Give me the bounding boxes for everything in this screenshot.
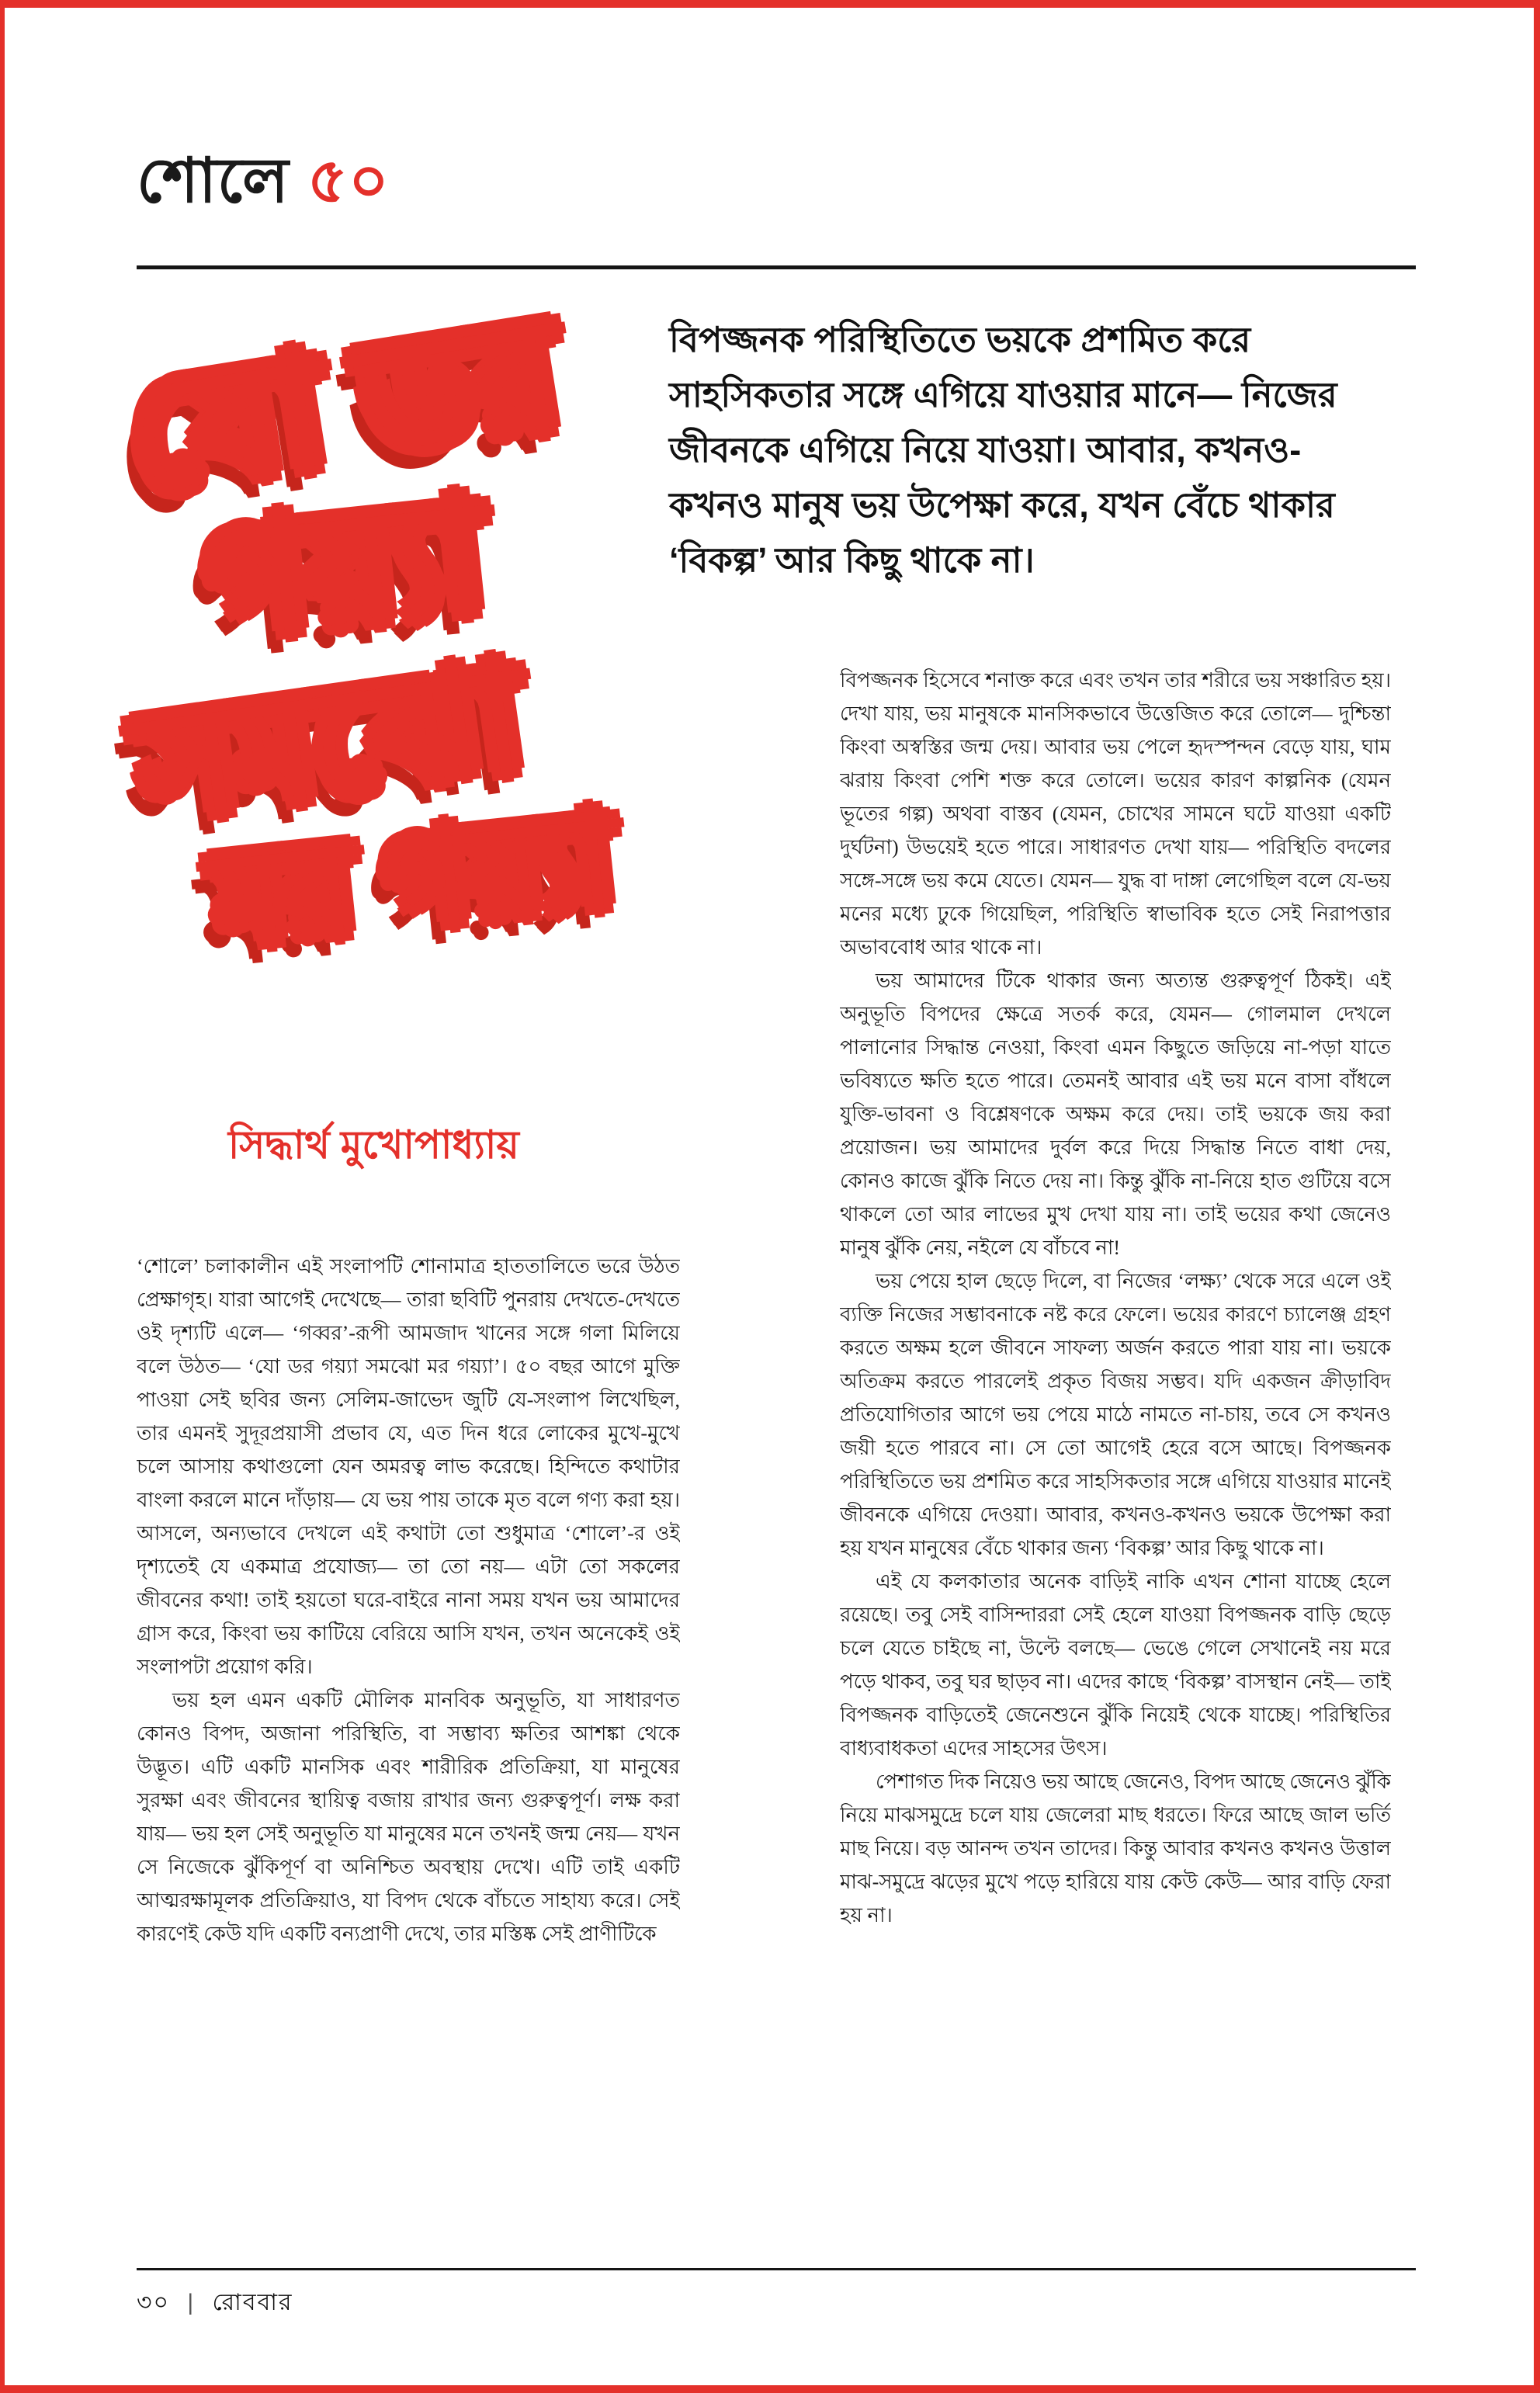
footer [137,2284,293,2323]
masthead [137,144,390,218]
publication-name: রোববার [212,2290,293,2315]
logo-line-1: যো ডর [118,288,569,523]
article-column-left [137,1250,680,2259]
paragraph: বিপজ্জনক হিসেবে শনাক্ত করে এবং তখন তার শরীরে ভয় সঞ্চারিত হয়। দেখা যায়, ভয় মানুষকে মানসিকভাবে উত্তেজিত করে তোলে— দুশ্চিন্তা কিংবা অস্বস্তির জন্ম দেয়। আবার ভয় পেলে হৃদস্পন্দন বেড়ে যায়, ঘাম ঝরায় কিংবা পেশি শক্ত করে তোলে। ভয়ের কারণ কাল্পনিক (যেমন ভূতের গল্প) অথবা বাস্তব (যেমন, চোখের সামনে ঘটে যাওয়া একটি দুর্ঘটনা) উভয়েই হতে পারে। সাধারণত দেখা যায়— পরিস্থিতি বদলের সঙ্গে-সঙ্গে ভয় কমে যেতে। যেমন— যুদ্ধ বা দাঙ্গা লেগেছিল বলে যে-ভয় মনের মধ্যে ঢুকে গিয়েছিল, পরিস্থিতি স্বাভাবিক হতে সেই নিরাপত্তার অভাববোধ আর থাকে না। [840,669,1391,959]
footer-rule [137,2268,1416,2270]
logo-line-3: সমঝো [130,636,531,849]
paragraph: ভয় হল এমন একটি মৌলিক মানবিক অনুভূতি, যা সাধারণত কোনও বিপদ, অজানা পরিস্থিতি, বা সম্ভাব্য ক্ষতির আশঙ্কা থেকে উদ্ভূত। এটি একটি মানসিক এবং শারীরিক প্রতিক্রিয়া, যা মানুষের সুরক্ষা এবং জীবনের স্থায়িত্ব বজায় রাখার জন্য গুরুত্বপূর্ণ। লক্ষ করা যায়— ভয় হল সেই অনুভূতি যা মানুষের মনে তখনই জন্ম নেয়— যখন সে নিজেকে ঝুঁকিপূর্ণ বা অনিশ্চিত অবস্থায় দেখে। এটি তাই একটি আত্মরক্ষামূলক প্রতিক্রিয়াও, যা বিপদ থেকে বাঁচতে সাহায্য করে। সেই কারণেই কেউ যদি একটি বন্যপ্রাণী দেখে, তার মস্তিষ্ক সেই প্রাণীটিকে [137,1689,680,1945]
header-rule [137,265,1416,269]
paragraph: ভয় পেয়ে হাল ছেড়ে দিলে, বা নিজের ‘লক্ষ্য’ থেকে সরে এলে ওই ব্যক্তি নিজের সম্ভাবনাকে নষ্ট করে ফেলে। ভয়ের কারণে চ্যালেঞ্জ গ্রহণ করতে অক্ষম হলে জীবনে সাফল্য অর্জন করতে পারা যায় না। ভয়কে অতিক্রম করতে পারলেই প্রকৃত বিজয় সম্ভব। যদি একজন ক্রীড়াবিদ প্রতিযোগিতার আগে ভয় পেয়ে মাঠে নামতে না-চায়, তবে সে কখনও জয়ী হতে পারবে না। সে তো আগেই হেরে বসে আছে। বিপজ্জনক পরিস্থিতিতে ভয় প্রশমিত করে সাহসিকতার সঙ্গে এগিয়ে যাওয়ার মানেই জীবনকে এগিয়ে দেওয়া। আবার, কখনও-কখনও ভয়কে উপেক্ষা করা হয় যখন মানুষের বেঁচে থাকার জন্য ‘বিকল্প’ আর কিছু থাকে না। [840,1270,1391,1559]
article-column-right [840,664,1391,2251]
author-byline: সিদ্ধার্থ মুখোপাধ্যায় [228,1123,519,1167]
standfirst: বিপজ্জনক পরিস্থিতিতে ভয়কে প্রশমিত করে সাহসিকতার সঙ্গে এগিয়ে যাওয়ার মানে— নিজের জীবনকে এগিয়ে নিয়ে যাওয়া। আবার, কখনও-কখনও মানুষ ভয় উপেক্ষা করে, যখন বেঁচে থাকার ‘বিকল্প’ আর কিছু থাকে না। [669,320,1337,580]
page-number: ৩০ [137,2290,171,2315]
logo-line-2: গয়্যা [199,470,492,668]
footer-separator: | [187,2290,196,2315]
paragraph: ভয় আমাদের টিকে থাকার জন্য অত্যন্ত গুরুত্বপূর্ণ ঠিকই। এই অনুভূতি বিপদের ক্ষেত্রে সতর্ক করে, যেমন— গোলমাল দেখলে পালানোর সিদ্ধান্ত নেওয়া, কিংবা এমন কিছুতে জড়িয়ে না-পড়া যাতে ভবিষ্যতে ক্ষতি হতে পারে। তেমনই আবার এই ভয় মনে বাসা বাঁধলে যুক্তি-ভাবনা ও বিশ্লেষণকে অক্ষম করে দেয়। তাই ভয়কে জয় করা প্রয়োজন। ভয় আমাদের দুর্বল করে দিয়ে সিদ্ধান্ত নিতে বাধা দেয়, কোনও কাজে ঝুঁকি নিতে দেয় না। কিন্তু ঝুঁকি না-নিয়ে হাত গুটিয়ে বসে থাকলে তো আর লাভের মুখ দেখা যায় না। তাই ভয়ের কথা জেনেও মানুষ ঝুঁকি নেয়, নইলে যে বাঁচবে না! [840,969,1391,1259]
paragraph: পেশাগত দিক নিয়েও ভয় আছে জেনেও, বিপদ আছে জেনেও ঝুঁকি নিয়ে মাঝসমুদ্রে চলে যায় জেলেরা মাছ ধরতে। ফিরে আছে জাল ভর্তি মাছ নিয়ে। বড় আনন্দ তখন তাদের। কিন্তু আবার কখনও কখনও উত্তাল মাঝ-সমুদ্রে ঝড়ের মুখে পড়ে হারিয়ে যায় কেউ কেউ— আর বাড়ি ফেরা হয় না। [840,1770,1391,1927]
masthead-title: শোলে [137,146,290,215]
paragraph: এই যে কলকাতার অনেক বাড়িই নাকি এখন শোনা যাচ্ছে হেলে রয়েছে। তবু সেই বাসিন্দাররা সেই হেলে যাওয়া বিপজ্জনক বাড়ি ছেড়ে চলে যেতে চাইছে না, উল্টে বলছে— ভেঙে গেলে সেখানেই নয় মরে পড়ে থাকব, তবু ঘর ছাড়ব না। এদের কাছে ‘বিকল্প’ বাসস্থান নেই— তাই বিপজ্জনক বাড়িতেই জেনেশুনে ঝুঁকি নিয়েই থেকে যাচ্ছে। পরিস্থিতির বাধ্যবাধকতা এদের সাহসের উৎস। [840,1570,1391,1760]
paragraph: ‘শোলে’ চলাকালীন এই সংলাপটি শোনামাত্র হাততালিতে ভরে উঠত প্রেক্ষাগৃহ। যারা আগেই দেখেছে— তারা ছবিটি পুনরায় দেখতে-দেখতে ওই দৃশ্যটি এলে— ‘গব্বর’-রূপী আমজাদ খানের সঙ্গে গলা মিলিয়ে বলে উঠত— ‘যো ডর গয়্যা সমঝো মর গয়্যা’। ৫০ বছর আগে মুক্তি পাওয়া সেই ছবির জন্য সেলিম-জাভেদ জুটি যে-সংলাপ লিখেছিল, তার এমনই সুদূরপ্রয়াসী প্রভাব যে, এত দিন ধরে লোকের মুখে-মুখে চলে আসায় কথাগুলো যেন অমরত্ব লাভ করেছে। হিন্দিতে কথাটার বাংলা করলে মানে দাঁড়ায়— যে ভয় পায় তাকে মৃত বলে গণ্য করা হয়। আসলে, অন্যভাবে দেখলে এই কথাটা তো শুধুমাত্র ‘শোলে’-র ওই দৃশ্যতেই যে একমাত্র প্রযোজ্য— তা তো নয়— এটা তো সকলের জীবনের কথা! তাই হয়তো ঘরে-বাইরে নানা সময় যখন ভয় আমাদের গ্রাস করে, কিংবা ভয় কাটিয়ে বেরিয়ে আসি যখন, তখন অনেকেই ওই সংলাপটা প্রয়োগ করি। [137,1255,680,1678]
logo-line-4: মর গয়্যা [208,789,619,969]
masthead-number: ৫০ [307,146,390,215]
